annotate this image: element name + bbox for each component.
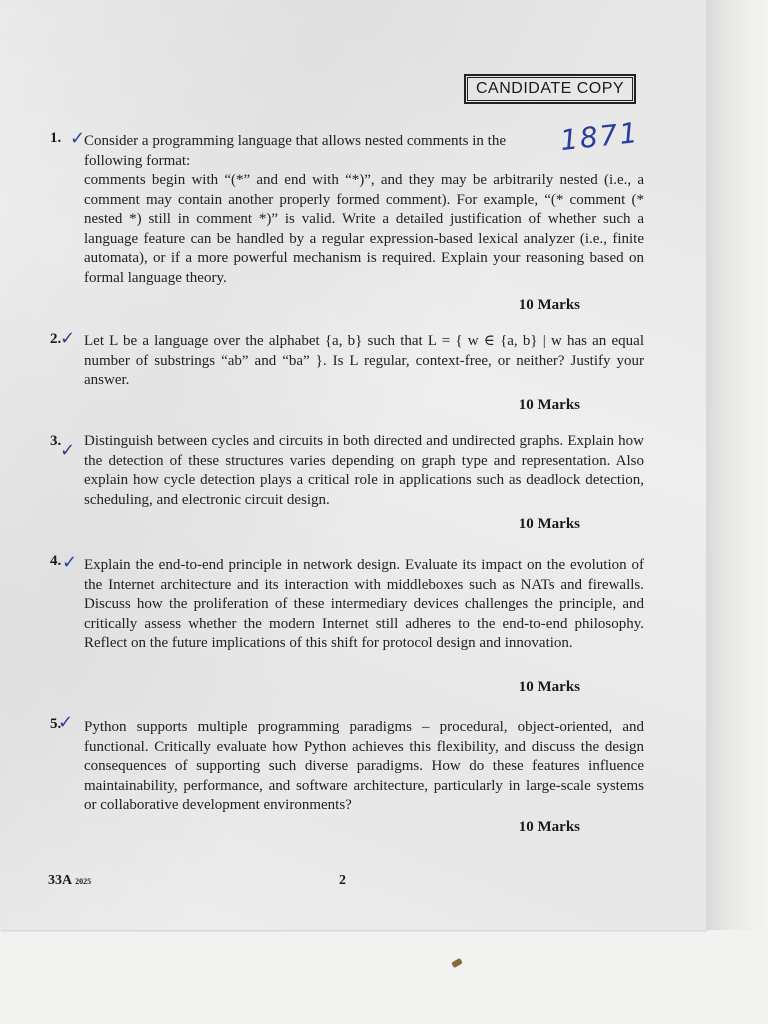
- question-5-marks: 10 Marks: [518, 819, 580, 835]
- tick-mark-icon: ✓: [60, 328, 76, 349]
- question-1-marks: 10 Marks: [518, 297, 580, 313]
- paper-code-text: 33A: [48, 873, 73, 888]
- tick-mark-icon: ✓: [62, 552, 78, 573]
- candidate-copy-stamp: [464, 74, 636, 104]
- question-5-number: 5.: [50, 716, 62, 732]
- tick-mark-icon: ✓: [58, 712, 74, 733]
- question-2-number: 2.: [50, 331, 62, 347]
- question-3-number: 3.: [50, 433, 62, 449]
- handwritten-number: 1871: [558, 115, 641, 158]
- page-number: 2: [339, 873, 346, 888]
- question-2-marks: 10 Marks: [518, 397, 580, 413]
- paper-code: [48, 873, 91, 889]
- tick-mark-icon: ✓: [60, 440, 76, 461]
- question-4-number: 4.: [50, 553, 62, 569]
- question-3-text: Distinguish between cycles and circuits in both directed and undirected graphs. Explain how the detection of these structures varies depending on graph type and representation. Also explain how cycle detection plays a critical role in applications such as deadlock detection, scheduling, and electronic circuit design.: [84, 433, 644, 508]
- stray-mark: [451, 958, 463, 968]
- candidate-copy-label: CANDIDATE COPY: [467, 77, 633, 101]
- question-1-number: 1.: [50, 130, 62, 146]
- question-3-marks: 10 Marks: [518, 516, 580, 532]
- tick-mark-icon: ✓: [70, 128, 86, 149]
- question-4-marks: 10 Marks: [518, 679, 580, 695]
- page-edge-shadow: [706, 0, 768, 930]
- paper-year: 2025: [75, 877, 92, 886]
- question-4-text: Explain the end-to-end principle in network design. Evaluate its impact on the evolution of the Internet architecture and its interaction with middleboxes such as NATs and firewalls. Discuss how the proliferation of these intermediary devices challenges the principle, and critically assess whether the modern Internet still adheres to the end-to-end philosophy. Reflect on the future implications of this shift for protocol design and innovation.: [84, 557, 644, 651]
- question-2-text: Let L be a language over the alphabet {a, b} such that L = { w ∈ {a, b} | w has an equal number of substrings “ab” and “ba” }. Is L regular, context-free, or neither? Justify your answer.: [84, 333, 644, 388]
- question-5-text: Python supports multiple programming paradigms – procedural, object-oriented, and functional. Critically evaluate how Python achieves this flexibility, and discuss the design consequences of supporting such diverse paradigms. How do these features influence maintainability, performance, and software architecture, particularly in large-scale systems or collaborative development environments?: [84, 719, 644, 813]
- question-1-text: Consider a programming language that allows nested comments in the following format: comments begin with “(*” and end with “*)”, and they may be arbitrarily nested (i.e., a comment may contain another properly formed comment). For example, “(* comment (* nested *) still in comment *)” is valid. Write a detailed justification of whether such a language feature can be handled by a regular expression-based lexical analyzer (i.e., finite automata), or if a more powerful mechanism is required. Explain your reasoning based on formal language theory.: [84, 133, 644, 286]
